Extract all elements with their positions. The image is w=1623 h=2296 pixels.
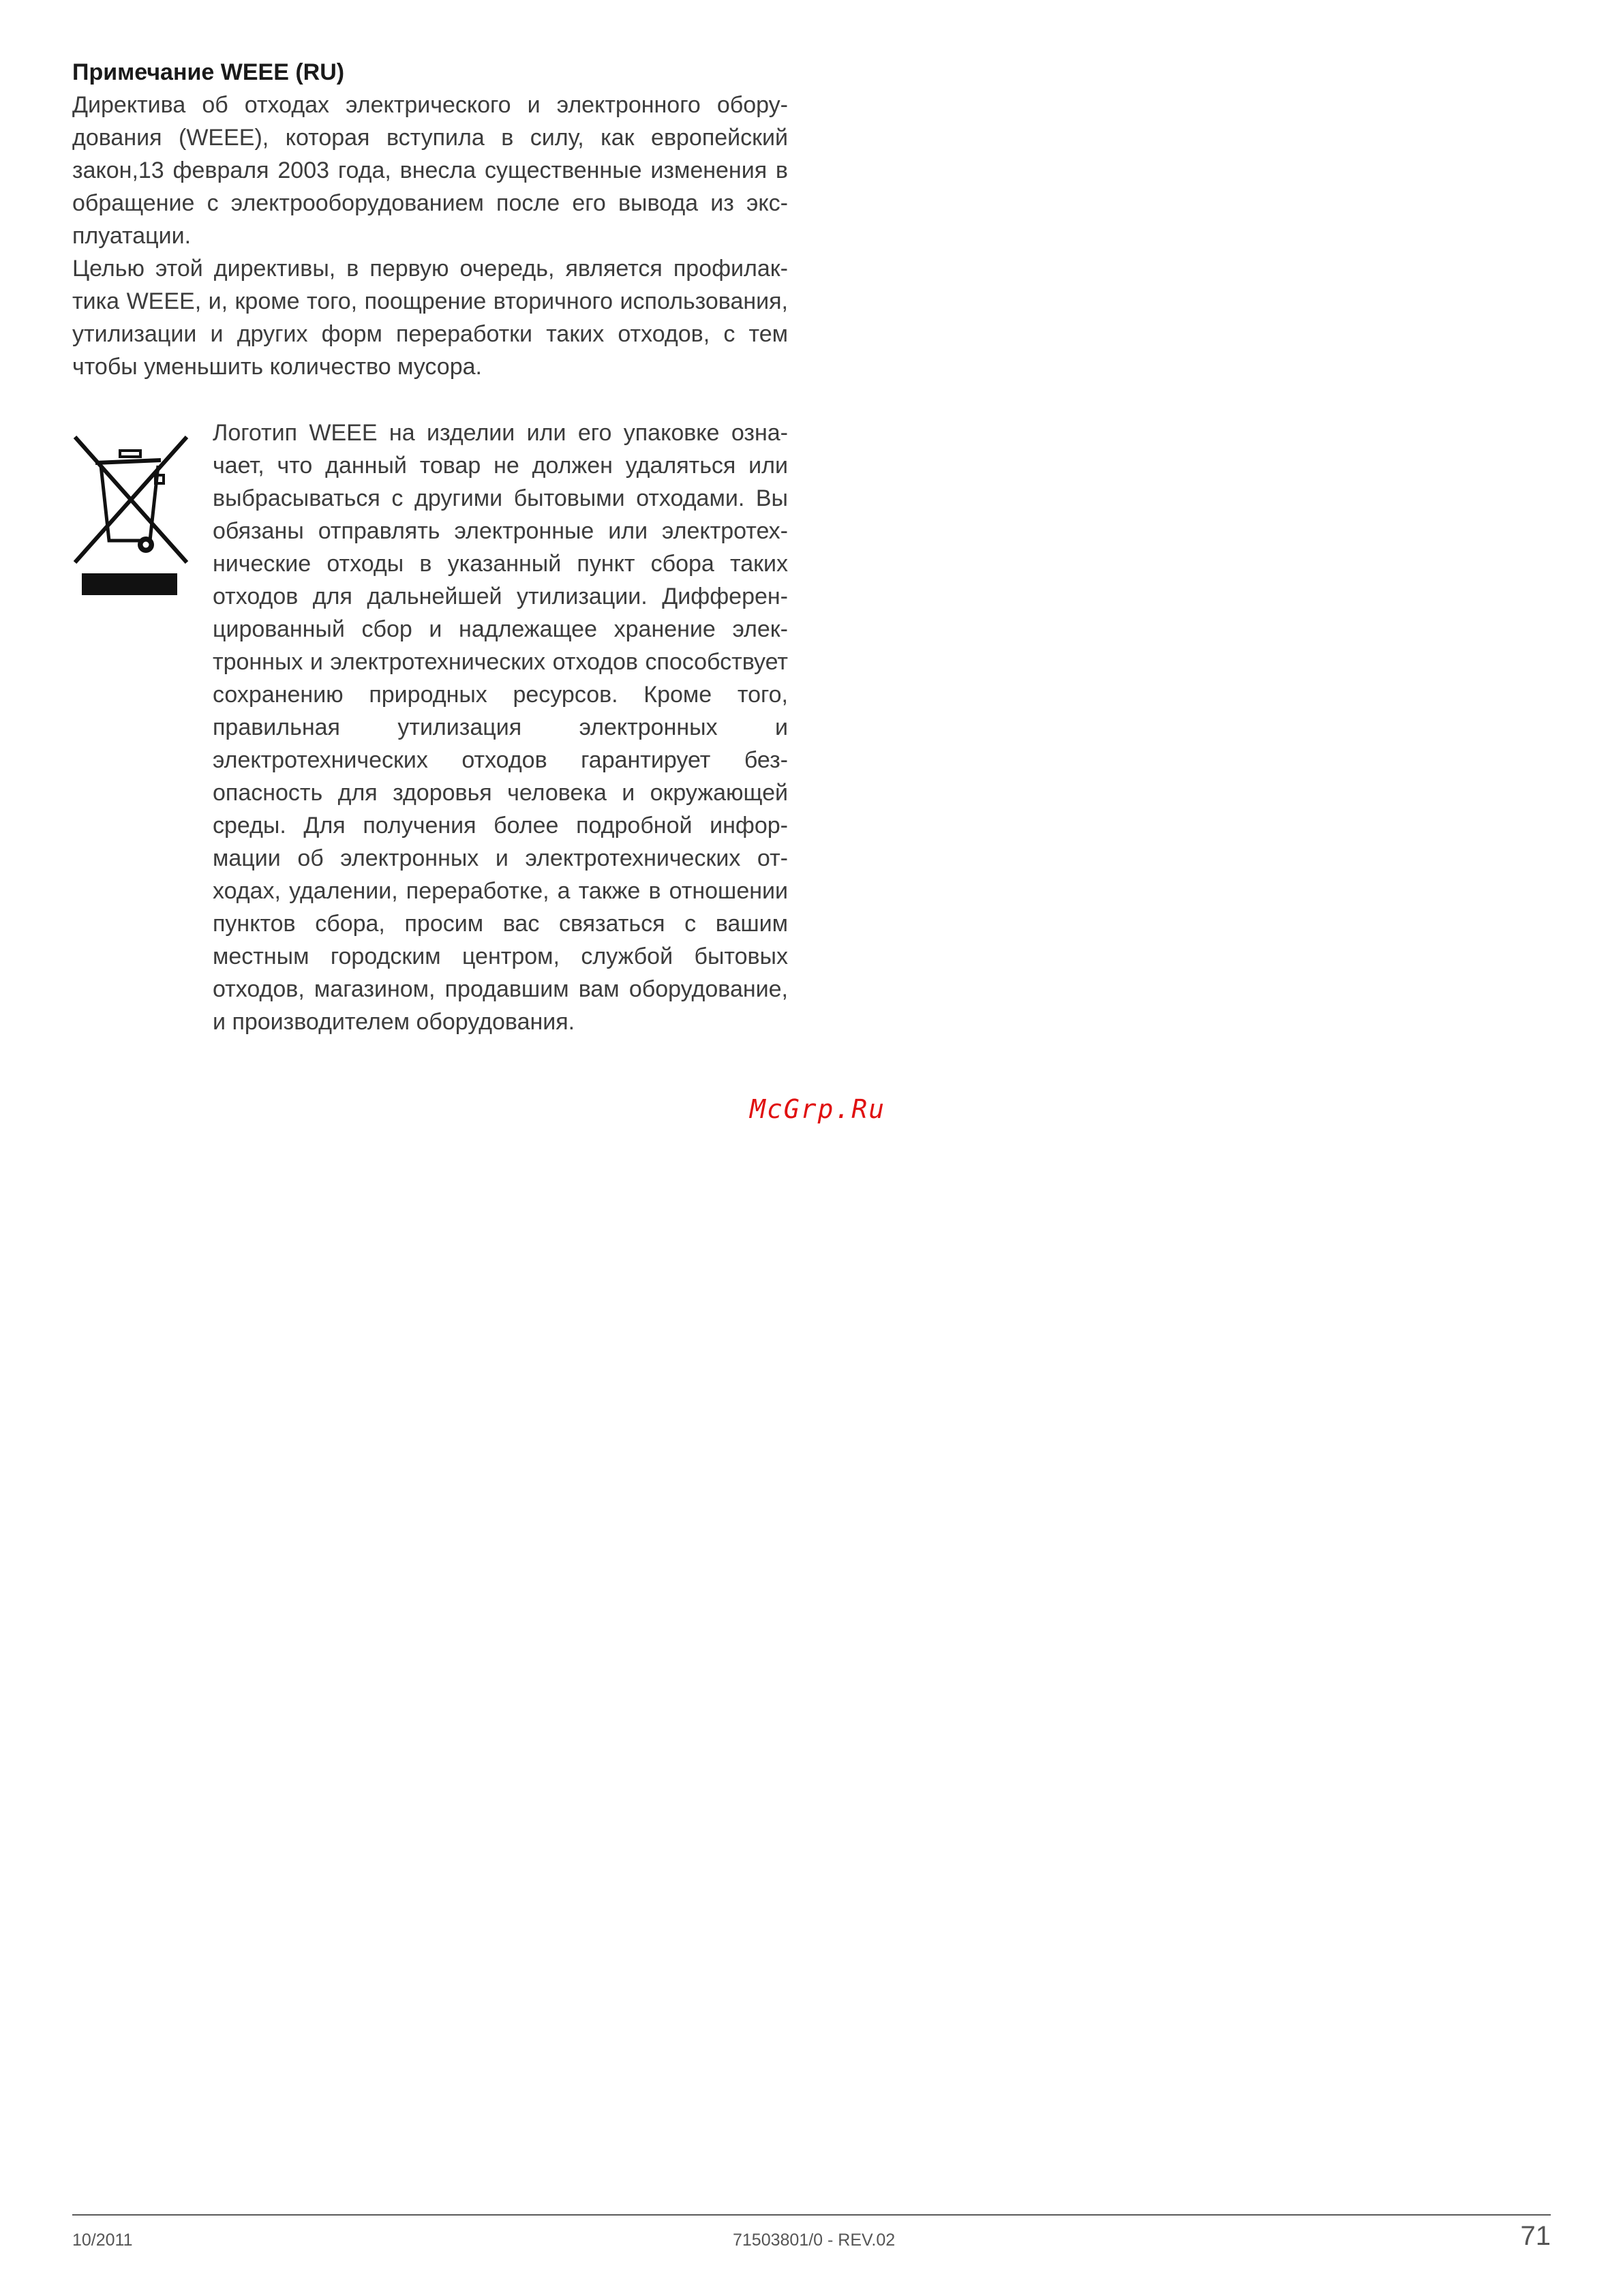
main-column	[72, 56, 788, 383]
section-heading: Примечание WEEE (RU)	[72, 59, 345, 85]
crossed-out-wheelie-bin-icon	[72, 433, 189, 596]
watermark-text: McGrp.Ru	[750, 1094, 886, 1124]
paragraph-purpose: Целью этой директивы, в первую очередь, является профилактика WEEE, и, кроме того, поощрение вторичного использования, утилизации и других форм переработки таких отходов, с тем чтобы уменьшить количество мусора.	[72, 256, 788, 380]
weee-logo-description: Логотип WEEE на изделии или его упаковке означает, что данный товар не должен удаляться или выбрасываться с другими бытовыми отходами. Вы обязаны отправлять электронные или электротехнические отходы в указанный пункт сбора таких отходов для дальнейшей утилизации. Дифференцированный сбор и надлежащее хранение электронных и электротехнических отходов способствует сохранению природных ресурсов. Кроме того, правильная утилизация электронных и электротехнических отходов гарантирует безопасность для здоровья человека и окружающей среды. Для получения более подробной информации об электронных и электротехнических отходах, удалении, переработке, а также в отношении пунктов сбора, просим вас связаться с вашим местным городским центром, службой бытовых отходов, магазином, продавшим вам оборудование, и производителем оборудования.	[213, 420, 788, 1035]
page-number: 71	[1520, 2221, 1551, 2251]
paragraph-directive: Директива об отходах электрического и электронного оборудования (WEEE), которая вступила в силу, как европейский закон,13 февраля 2003 года, внесла существенные изменения в обращение с электрооборудованием после его вывода из эксплуатации.	[72, 92, 788, 249]
footer-date: 10/2011	[72, 2231, 133, 2250]
footer-document-code: 71503801/0 - REV.02	[733, 2231, 896, 2250]
footer-divider	[72, 2214, 1551, 2216]
